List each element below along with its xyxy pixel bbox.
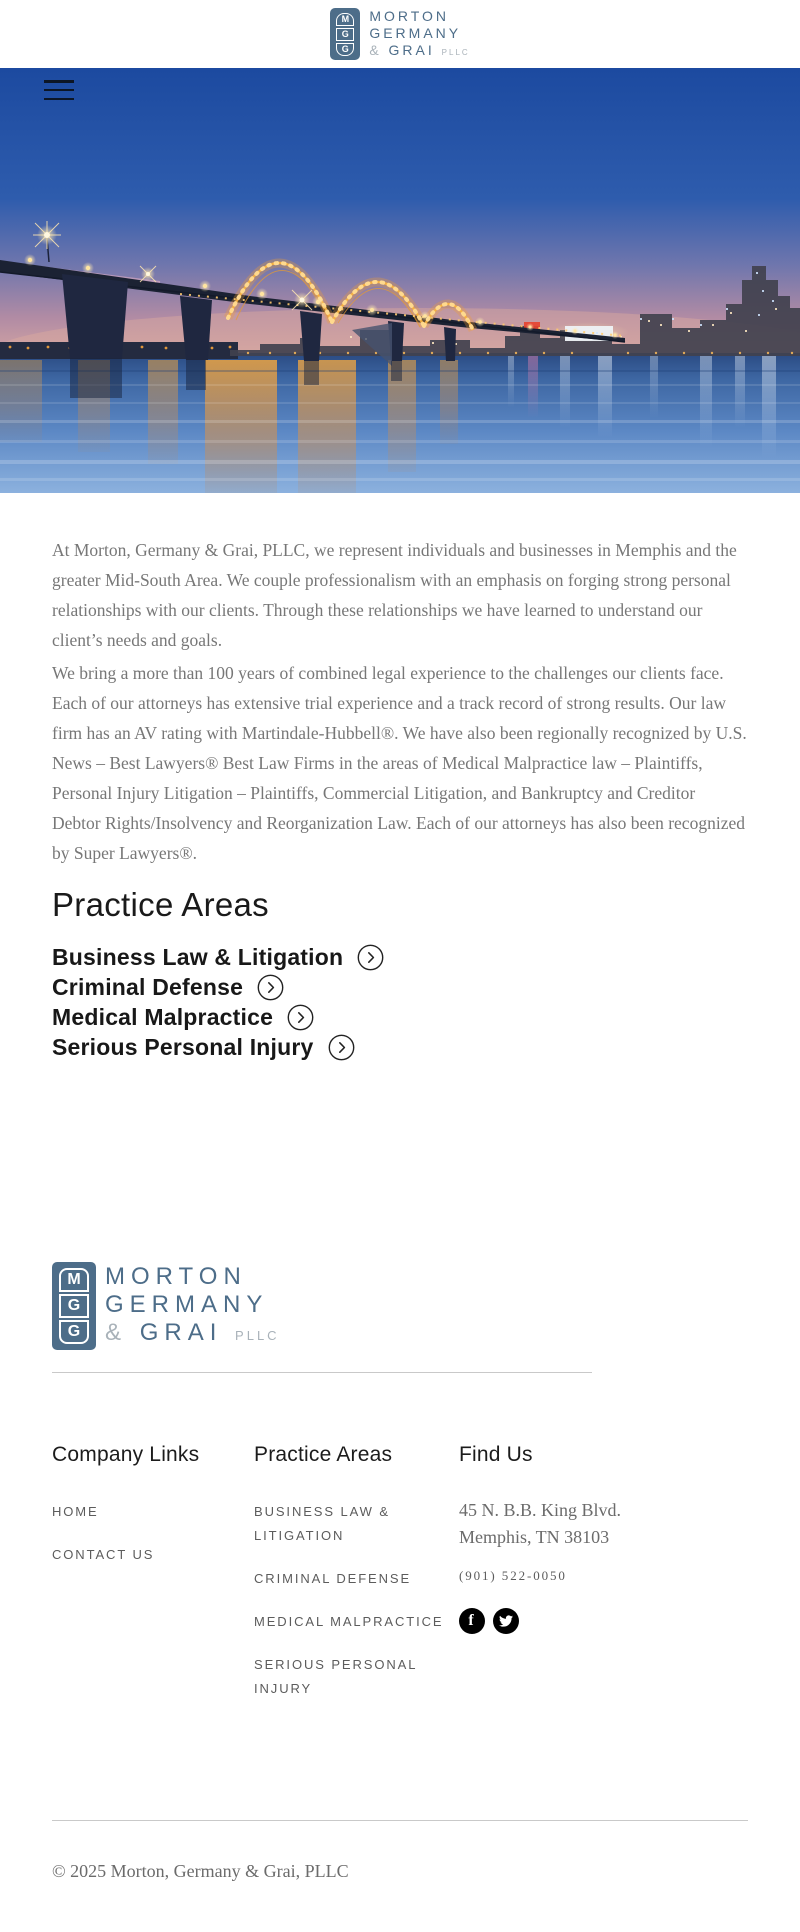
footer-link-contact-us[interactable]: CONTACT US: [52, 1547, 155, 1562]
practice-link-label: Medical Malpractice: [52, 1003, 274, 1030]
footer-link-home[interactable]: HOME: [52, 1504, 99, 1519]
phone-link[interactable]: (901) 522-0050: [459, 1568, 567, 1583]
bridge-photo: [0, 68, 800, 493]
footer-find-us-column: [459, 1443, 748, 1720]
footer-practice-heading: Practice Areas: [254, 1443, 393, 1466]
facebook-button[interactable]: [459, 1608, 485, 1634]
footer-logo-divider: [52, 1372, 592, 1373]
main-content: [0, 535, 800, 1062]
practice-links-list: [52, 942, 748, 1062]
footer-link-criminal-defense[interactable]: CRIMINAL DEFENSE: [254, 1571, 412, 1586]
practice-link-row: [52, 942, 748, 972]
hamburger-icon: [44, 80, 74, 83]
address-line-2: Memphis, TN 38103: [459, 1527, 610, 1547]
chevron-right-circle-icon: [357, 944, 384, 971]
monogram-letter: M: [336, 13, 354, 26]
site-header: [0, 0, 800, 68]
monogram-letter: M: [59, 1268, 89, 1292]
practice-link-label: Business Law & Litigation: [52, 943, 344, 970]
practice-link-personal-injury[interactable]: [52, 1034, 355, 1061]
logo-monogram: [52, 1262, 96, 1350]
site-footer: [0, 1062, 800, 1932]
logo-line-3: & GRAI PLLC: [369, 41, 470, 58]
monogram-letter: G: [59, 1320, 89, 1344]
twitter-icon: [499, 1615, 513, 1627]
logo-wordmark: [105, 1263, 280, 1350]
chevron-right-circle-icon: [257, 974, 284, 1001]
logo-line-3: & GRAI PLLC: [105, 1318, 280, 1346]
logo-monogram: [330, 8, 360, 60]
footer-find-us-heading: Find Us: [459, 1443, 533, 1466]
practice-link-business-law[interactable]: [52, 944, 384, 971]
monogram-letter: G: [336, 43, 354, 56]
practice-link-label: Serious Personal Injury: [52, 1033, 314, 1060]
menu-button[interactable]: [44, 78, 76, 102]
practice-link-criminal-defense[interactable]: [52, 974, 284, 1001]
footer-bottom-divider: [52, 1820, 748, 1821]
footer-logo[interactable]: [52, 1262, 280, 1350]
practice-link-row: [52, 1002, 748, 1032]
address: [459, 1497, 748, 1551]
footer-link-personal-injury[interactable]: SERIOUS PERSONAL INJURY: [254, 1657, 417, 1696]
intro-paragraph-1: At Morton, Germany & Grai, PLLC, we represent individuals and businesses in Memphis and the greater Mid-South Area. We couple professionalism with an emphasis on forging strong personal relationships with our clients. Through these relationships we have learned to understand our client’s needs and goals.: [52, 540, 737, 650]
logo-wordmark: [369, 8, 469, 61]
footer-company-heading: Company Links: [52, 1443, 200, 1466]
logo-line-2: GERMANY: [369, 24, 462, 41]
facebook-icon: f: [468, 1612, 476, 1629]
practice-link-medical-malpractice[interactable]: [52, 1004, 314, 1031]
site-logo[interactable]: [330, 8, 469, 61]
address-line-1: 45 N. B.B. King Blvd.: [459, 1500, 622, 1520]
logo-line-1: MORTON: [105, 1262, 247, 1290]
footer-link-business-law[interactable]: BUSINESS LAW & LITIGATION: [254, 1504, 390, 1543]
monogram-letter: G: [336, 28, 354, 41]
logo-line-1: MORTON: [369, 7, 450, 24]
social-links: [459, 1608, 748, 1634]
logo-line-2: GERMANY: [105, 1290, 269, 1318]
intro-paragraph-2: We bring a more than 100 years of combined legal experience to the challenges our clients face. Each of our attorneys has extensive trial experience and a track record of strong results. Our law firm has an AV rating with Martindale-Hubbell®. We have also been regionally recognized by U.S. News – Best Lawyers® Best Law Firms in the areas of Medical Malpractice law – Plaintiffs, Personal Injury Litigation – Plaintiffs, Commercial Litigation, and Bankruptcy and Creditor Debtor Rights/Insolvency and Reorganization Law. Each of our attorneys has also been recognized by Super Lawyers®.: [52, 663, 747, 863]
chevron-right-circle-icon: [287, 1004, 314, 1031]
practice-link-row: [52, 1032, 748, 1062]
footer-columns: [52, 1443, 748, 1720]
practice-link-row: [52, 972, 748, 1002]
monogram-letter: G: [59, 1294, 89, 1318]
footer-company-column: [52, 1443, 254, 1720]
footer-link-medical-malpractice[interactable]: MEDICAL MALPRACTICE: [254, 1614, 444, 1629]
footer-practice-column: [254, 1443, 459, 1720]
twitter-button[interactable]: [493, 1608, 519, 1634]
hero-image: [0, 68, 800, 493]
practice-areas-heading: Practice Areas: [52, 886, 269, 923]
copyright: © 2025 Morton, Germany & Grai, PLLC: [52, 1861, 349, 1881]
chevron-right-circle-icon: [328, 1034, 355, 1061]
practice-link-label: Criminal Defense: [52, 973, 244, 1000]
